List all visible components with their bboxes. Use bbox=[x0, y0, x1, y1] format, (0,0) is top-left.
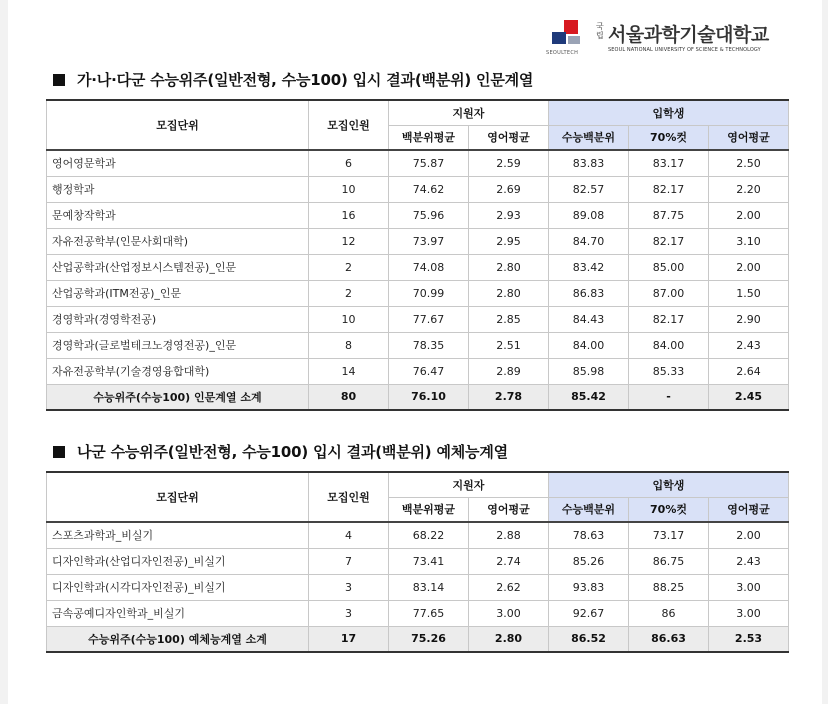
square-bullet-icon bbox=[53, 446, 65, 458]
quota-cell: 12 bbox=[309, 228, 389, 254]
adm-eng-avg-cell: 3.10 bbox=[709, 228, 789, 254]
app-eng-avg-cell: 2.95 bbox=[469, 228, 549, 254]
unit-cell: 영어영문학과 bbox=[47, 150, 309, 176]
subtotal-adm-cut70-cell: 86.63 bbox=[629, 626, 709, 652]
adm-cut70-cell: 82.17 bbox=[629, 176, 709, 202]
humanities-results-table bbox=[46, 99, 789, 411]
section-title-humanities bbox=[53, 69, 533, 90]
unit-cell: 금속공예디자인학과_비실기 bbox=[47, 600, 309, 626]
table-row bbox=[47, 228, 789, 254]
subtotal-row bbox=[47, 384, 789, 410]
app-eng-avg-cell: 2.62 bbox=[469, 574, 549, 600]
adm-eng-avg-cell: 2.90 bbox=[709, 306, 789, 332]
table-row bbox=[47, 522, 789, 548]
app-pct-avg-cell: 68.22 bbox=[389, 522, 469, 548]
table-row bbox=[47, 280, 789, 306]
unit-cell: 디자인학과(산업디자인전공)_비실기 bbox=[47, 548, 309, 574]
square-bullet-icon bbox=[53, 74, 65, 86]
app-pct-avg-cell: 76.47 bbox=[389, 358, 469, 384]
header-admitted: 입학생 bbox=[549, 100, 789, 125]
university-logo bbox=[538, 18, 778, 58]
quota-cell: 2 bbox=[309, 280, 389, 306]
adm-eng-avg-cell: 2.43 bbox=[709, 548, 789, 574]
app-eng-avg-cell: 2.80 bbox=[469, 280, 549, 306]
header-adm-pct: 수능백분위 bbox=[549, 497, 629, 522]
app-eng-avg-cell: 3.00 bbox=[469, 600, 549, 626]
subtotal-quota-cell: 17 bbox=[309, 626, 389, 652]
unit-cell: 산업공학과(산업정보시스템전공)_인문 bbox=[47, 254, 309, 280]
header-applicants: 지원자 bbox=[389, 472, 549, 497]
header-app-eng-avg: 영어평균 bbox=[469, 125, 549, 150]
header-unit: 모집단위 bbox=[47, 100, 309, 150]
header-adm-eng-avg: 영어평균 bbox=[709, 125, 789, 150]
table-row bbox=[47, 306, 789, 332]
table-row bbox=[47, 254, 789, 280]
section-title-arts bbox=[53, 441, 508, 462]
quota-cell: 3 bbox=[309, 574, 389, 600]
quota-cell: 10 bbox=[309, 176, 389, 202]
adm-pct-cell: 85.26 bbox=[549, 548, 629, 574]
adm-pct-cell: 83.42 bbox=[549, 254, 629, 280]
app-eng-avg-cell: 2.93 bbox=[469, 202, 549, 228]
adm-pct-cell: 86.83 bbox=[549, 280, 629, 306]
table-row bbox=[47, 332, 789, 358]
app-eng-avg-cell: 2.88 bbox=[469, 522, 549, 548]
adm-eng-avg-cell: 3.00 bbox=[709, 600, 789, 626]
adm-pct-cell: 92.67 bbox=[549, 600, 629, 626]
unit-cell: 산업공학과(ITM전공)_인문 bbox=[47, 280, 309, 306]
app-eng-avg-cell: 2.74 bbox=[469, 548, 549, 574]
quota-cell: 7 bbox=[309, 548, 389, 574]
quota-cell: 14 bbox=[309, 358, 389, 384]
seoultech-emblem-icon bbox=[552, 20, 592, 50]
adm-pct-cell: 78.63 bbox=[549, 522, 629, 548]
adm-cut70-cell: 82.17 bbox=[629, 228, 709, 254]
app-eng-avg-cell: 2.59 bbox=[469, 150, 549, 176]
adm-pct-cell: 84.70 bbox=[549, 228, 629, 254]
adm-cut70-cell: 73.17 bbox=[629, 522, 709, 548]
subtotal-app-eng-avg-cell: 2.78 bbox=[469, 384, 549, 410]
app-pct-avg-cell: 70.99 bbox=[389, 280, 469, 306]
logo-sub-text: SEOULTECH bbox=[546, 50, 579, 56]
logo-english-name: SEOUL NATIONAL UNIVERSITY OF SCIENCE & TECHNOLOGY bbox=[608, 47, 761, 53]
table-row bbox=[47, 358, 789, 384]
adm-cut70-cell: 88.25 bbox=[629, 574, 709, 600]
header-adm-eng-avg: 영어평균 bbox=[709, 497, 789, 522]
adm-pct-cell: 84.00 bbox=[549, 332, 629, 358]
app-pct-avg-cell: 83.14 bbox=[389, 574, 469, 600]
adm-cut70-cell: 87.75 bbox=[629, 202, 709, 228]
subtotal-unit-cell: 수능위주(수능100) 인문계열 소계 bbox=[47, 384, 309, 410]
logo-name: 서울과학기술대학교 bbox=[608, 24, 769, 46]
subtotal-app-eng-avg-cell: 2.80 bbox=[469, 626, 549, 652]
adm-eng-avg-cell: 2.64 bbox=[709, 358, 789, 384]
adm-cut70-cell: 82.17 bbox=[629, 306, 709, 332]
subtotal-app-pct-avg-cell: 75.26 bbox=[389, 626, 469, 652]
subtotal-row bbox=[47, 626, 789, 652]
adm-eng-avg-cell: 2.43 bbox=[709, 332, 789, 358]
subtotal-app-pct-avg-cell: 76.10 bbox=[389, 384, 469, 410]
unit-cell: 행정학과 bbox=[47, 176, 309, 202]
adm-eng-avg-cell: 2.00 bbox=[709, 254, 789, 280]
app-pct-avg-cell: 77.65 bbox=[389, 600, 469, 626]
app-pct-avg-cell: 74.62 bbox=[389, 176, 469, 202]
adm-cut70-cell: 86.75 bbox=[629, 548, 709, 574]
quota-cell: 4 bbox=[309, 522, 389, 548]
header-applicants: 지원자 bbox=[389, 100, 549, 125]
app-eng-avg-cell: 2.89 bbox=[469, 358, 549, 384]
header-quota: 모집인원 bbox=[309, 100, 389, 150]
app-pct-avg-cell: 77.67 bbox=[389, 306, 469, 332]
subtotal-quota-cell: 80 bbox=[309, 384, 389, 410]
subtotal-adm-eng-avg-cell: 2.53 bbox=[709, 626, 789, 652]
header-app-pct-avg: 백분위평균 bbox=[389, 497, 469, 522]
quota-cell: 3 bbox=[309, 600, 389, 626]
header-app-eng-avg: 영어평균 bbox=[469, 497, 549, 522]
app-eng-avg-cell: 2.69 bbox=[469, 176, 549, 202]
adm-eng-avg-cell: 2.50 bbox=[709, 150, 789, 176]
quota-cell: 6 bbox=[309, 150, 389, 176]
section-title-text: 가·나·다군 수능위주(일반전형, 수능100) 입시 결과(백분위) 인문계열 bbox=[77, 71, 534, 89]
app-pct-avg-cell: 73.41 bbox=[389, 548, 469, 574]
subtotal-adm-pct-cell: 85.42 bbox=[549, 384, 629, 410]
adm-cut70-cell: 85.00 bbox=[629, 254, 709, 280]
adm-cut70-cell: 83.17 bbox=[629, 150, 709, 176]
app-eng-avg-cell: 2.85 bbox=[469, 306, 549, 332]
table-row bbox=[47, 548, 789, 574]
table-row bbox=[47, 574, 789, 600]
app-pct-avg-cell: 74.08 bbox=[389, 254, 469, 280]
adm-pct-cell: 82.57 bbox=[549, 176, 629, 202]
unit-cell: 경영학과(글로벌테크노경영전공)_인문 bbox=[47, 332, 309, 358]
quota-cell: 8 bbox=[309, 332, 389, 358]
unit-cell: 디자인학과(시각디자인전공)_비실기 bbox=[47, 574, 309, 600]
adm-pct-cell: 93.83 bbox=[549, 574, 629, 600]
header-quota: 모집인원 bbox=[309, 472, 389, 522]
subtotal-adm-eng-avg-cell: 2.45 bbox=[709, 384, 789, 410]
table-row bbox=[47, 150, 789, 176]
app-pct-avg-cell: 73.97 bbox=[389, 228, 469, 254]
unit-cell: 스포츠과학과_비실기 bbox=[47, 522, 309, 548]
adm-cut70-cell: 84.00 bbox=[629, 332, 709, 358]
header-app-pct-avg: 백분위평균 bbox=[389, 125, 469, 150]
app-eng-avg-cell: 2.80 bbox=[469, 254, 549, 280]
app-pct-avg-cell: 75.96 bbox=[389, 202, 469, 228]
subtotal-adm-cut70-cell: - bbox=[629, 384, 709, 410]
header-unit: 모집단위 bbox=[47, 472, 309, 522]
document-page bbox=[8, 0, 822, 704]
section-title-text: 나군 수능위주(일반전형, 수능100) 입시 결과(백분위) 예체능계열 bbox=[77, 443, 508, 461]
unit-cell: 자유전공학부(기술경영융합대학) bbox=[47, 358, 309, 384]
quota-cell: 16 bbox=[309, 202, 389, 228]
subtotal-adm-pct-cell: 86.52 bbox=[549, 626, 629, 652]
app-pct-avg-cell: 78.35 bbox=[389, 332, 469, 358]
adm-pct-cell: 85.98 bbox=[549, 358, 629, 384]
table-row bbox=[47, 600, 789, 626]
adm-pct-cell: 84.43 bbox=[549, 306, 629, 332]
adm-pct-cell: 83.83 bbox=[549, 150, 629, 176]
logo-gov-mark: 국립 bbox=[596, 22, 604, 40]
header-admitted: 입학생 bbox=[549, 472, 789, 497]
adm-cut70-cell: 86 bbox=[629, 600, 709, 626]
adm-cut70-cell: 87.00 bbox=[629, 280, 709, 306]
adm-eng-avg-cell: 3.00 bbox=[709, 574, 789, 600]
adm-eng-avg-cell: 1.50 bbox=[709, 280, 789, 306]
unit-cell: 자유전공학부(인문사회대학) bbox=[47, 228, 309, 254]
arts-results-table bbox=[46, 471, 789, 653]
unit-cell: 경영학과(경영학전공) bbox=[47, 306, 309, 332]
unit-cell: 문예창작학과 bbox=[47, 202, 309, 228]
header-adm-cut70: 70%컷 bbox=[629, 125, 709, 150]
header-adm-pct: 수능백분위 bbox=[549, 125, 629, 150]
app-eng-avg-cell: 2.51 bbox=[469, 332, 549, 358]
adm-eng-avg-cell: 2.20 bbox=[709, 176, 789, 202]
table-row bbox=[47, 202, 789, 228]
quota-cell: 10 bbox=[309, 306, 389, 332]
adm-cut70-cell: 85.33 bbox=[629, 358, 709, 384]
table-row bbox=[47, 176, 789, 202]
adm-eng-avg-cell: 2.00 bbox=[709, 522, 789, 548]
header-adm-cut70: 70%컷 bbox=[629, 497, 709, 522]
adm-eng-avg-cell: 2.00 bbox=[709, 202, 789, 228]
quota-cell: 2 bbox=[309, 254, 389, 280]
app-pct-avg-cell: 75.87 bbox=[389, 150, 469, 176]
subtotal-unit-cell: 수능위주(수능100) 예체능계열 소계 bbox=[47, 626, 309, 652]
adm-pct-cell: 89.08 bbox=[549, 202, 629, 228]
